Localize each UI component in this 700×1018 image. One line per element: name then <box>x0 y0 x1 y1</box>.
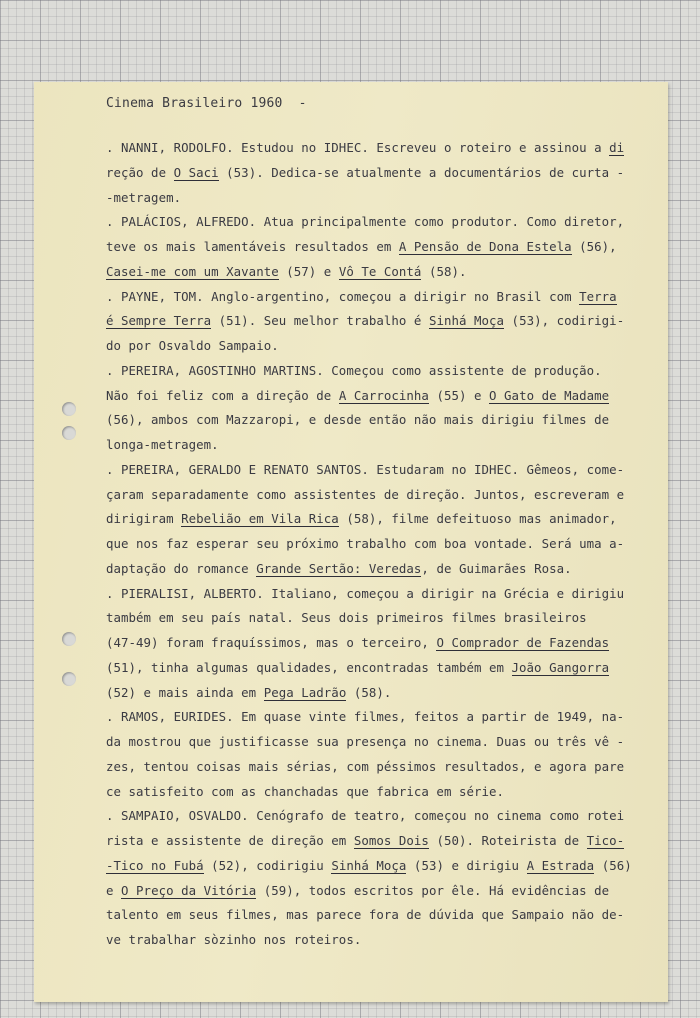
text-run: (56), ambos com Mazzaropi, e desde então não mais dirigiu filmes de <box>106 412 610 428</box>
underlined-film-title: A Carrocinha <box>338 387 429 403</box>
text-line <box>106 656 666 681</box>
text-run: do por Osvaldo Sampaio. <box>106 338 279 353</box>
text-line <box>106 359 666 384</box>
text-run: (56), <box>571 239 617 254</box>
text-line <box>106 705 666 730</box>
text-run: também em seu país natal. Seus dois primeiros filmes brasileiros <box>106 610 587 626</box>
punch-hole <box>62 426 76 440</box>
text-run: dirigiram <box>106 511 182 527</box>
text-line <box>106 631 666 656</box>
text-line <box>106 384 666 409</box>
text-run: talento em seus filmes, mas parece fora de dúvida que Sampaio não de- <box>106 907 625 923</box>
text-run: (58). <box>421 263 467 279</box>
punch-hole <box>62 672 76 686</box>
text-run: . RAMOS, EURIDES. Em quase vinte filmes, feitos a partir de 1949, na- <box>106 709 625 725</box>
text-run: . PEREIRA, AGOSTINHO MARTINS. Começou como assistente de produção. <box>106 362 602 378</box>
text-run: (51), tinha algumas qualidades, encontradas também em <box>106 659 512 675</box>
underlined-film-title: A Pensão de Dona Estela <box>398 239 572 254</box>
document-body <box>106 136 666 953</box>
text-line <box>106 285 666 310</box>
text-run: (55) e <box>428 387 490 403</box>
text-run: (50). Roteirista de <box>428 833 587 848</box>
underlined-film-title: Vô Te Contá <box>338 263 422 279</box>
text-run: (53). Dedica-se atualmente a documentários de curta - <box>218 164 625 180</box>
underlined-film-title: di <box>609 140 625 155</box>
text-run: e <box>106 882 122 898</box>
underlined-film-title: Tico- <box>586 833 625 848</box>
underlined-film-title: O Preço da Vitória <box>121 882 257 898</box>
text-line <box>106 854 666 879</box>
text-run: longa-metragem. <box>106 437 219 452</box>
text-line <box>106 829 666 854</box>
text-line <box>106 928 666 953</box>
text-line <box>106 780 666 805</box>
punch-hole <box>62 402 76 416</box>
text-run: (59), todos escritos por êle. Há evidências de <box>256 882 610 898</box>
text-run: reção de <box>106 164 174 180</box>
text-line <box>106 210 666 235</box>
underlined-film-title: Sinhá Moça <box>331 857 407 873</box>
text-line <box>106 681 666 706</box>
text-run: (53) e dirigiu <box>406 857 527 873</box>
text-run: . PALÁCIOS, ALFREDO. Atua principalmente como produtor. Como diretor, <box>106 214 625 230</box>
text-line <box>106 804 666 829</box>
text-line <box>106 582 666 607</box>
text-line <box>106 730 666 755</box>
text-run: (52), codirigiu <box>203 857 332 873</box>
punch-hole <box>62 632 76 646</box>
underlined-film-title: Rebelião em Vila Rica <box>181 511 339 527</box>
text-run: . NANNI, RODOLFO. Estudou no IDHEC. Escreveu o roteiro e assinou a <box>106 140 610 155</box>
underlined-film-title: A Estrada <box>526 857 595 873</box>
text-run: zes, tentou coisas mais sérias, com péssimos resultados, e agora pare <box>106 758 625 774</box>
text-run: (58), filme defeituoso mas animador, <box>338 511 617 527</box>
underlined-film-title: -Tico no Fubá <box>106 857 204 873</box>
text-line <box>106 879 666 904</box>
text-run: (53), codirigi- <box>504 313 625 329</box>
text-run: (58). <box>346 684 392 700</box>
underlined-film-title: O Gato de Madame <box>489 387 610 403</box>
text-line <box>106 458 666 483</box>
text-run: (56) <box>594 857 632 873</box>
text-run: Não foi feliz com a direção de <box>106 387 339 403</box>
text-line <box>106 755 666 780</box>
text-run: (51). Seu melhor trabalho é <box>211 313 429 329</box>
text-line <box>106 408 666 433</box>
text-line <box>106 507 666 532</box>
text-line <box>106 557 666 582</box>
text-line <box>106 309 666 334</box>
text-line <box>106 186 666 211</box>
text-run: çaram separadamente como assistentes de direção. Juntos, escreveram e <box>106 486 625 502</box>
text-run: . PIERALISI, ALBERTO. Italiano, começou a dirigir na Grécia e dirigiu <box>106 585 625 601</box>
text-run: . SAMPAIO, OSVALDO. Cenógrafo de teatro, começou no cinema como rotei <box>106 808 625 824</box>
typewritten-page <box>34 82 668 1002</box>
text-run: -metragem. <box>106 189 182 205</box>
underlined-film-title: Terra <box>579 288 617 304</box>
text-run: . PAYNE, TOM. Anglo-argentino, começou a dirigir no Brasil com <box>106 288 580 304</box>
underlined-film-title: Sinhá Moça <box>428 313 505 329</box>
text-line <box>106 235 666 260</box>
text-run: (47-49) foram fraquíssimos, mas o terceiro, <box>106 635 437 650</box>
text-line <box>106 903 666 928</box>
text-run: . PEREIRA, GERALDO E RENATO SANTOS. Estudaram no IDHEC. Gêmeos, come- <box>106 461 625 477</box>
text-run: que nos faz esperar seu próximo trabalho com boa vontade. Será uma a- <box>106 536 625 551</box>
underlined-film-title: O Comprador de Fazendas <box>436 635 610 650</box>
text-line <box>106 334 666 359</box>
underlined-film-title: Casei-me com um Xavante <box>106 263 279 279</box>
underlined-film-title: João Gangorra <box>511 659 610 675</box>
underlined-film-title: Somos Dois <box>353 833 429 848</box>
text-line <box>106 260 666 285</box>
text-run: ve trabalhar sòzinho nos roteiros. <box>106 932 362 947</box>
text-run: (52) e mais ainda em <box>106 684 264 700</box>
text-line <box>106 136 666 161</box>
page-header: Cinema Brasileiro 1960 - <box>106 96 307 111</box>
underlined-film-title: Pega Ladrão <box>263 684 347 700</box>
text-run: , de Guimarães Rosa. <box>421 560 572 576</box>
text-line <box>106 606 666 631</box>
text-run: (57) e <box>278 263 339 279</box>
text-line <box>106 532 666 557</box>
text-run: ce satisfeito com as chanchadas que fabrica em série. <box>106 783 505 799</box>
underlined-film-title: é Sempre Terra <box>106 313 212 329</box>
text-line <box>106 161 666 186</box>
underlined-film-title: O Saci <box>173 164 219 180</box>
text-line <box>106 483 666 508</box>
text-run: teve os mais lamentáveis resultados em <box>106 239 399 254</box>
text-run: daptação do romance <box>106 560 257 576</box>
text-run: da mostrou que justificasse sua presença no cinema. Duas ou três vê - <box>106 734 625 749</box>
text-run: rista e assistente de direção em <box>106 833 354 848</box>
underlined-film-title: Grande Sertão: Veredas <box>256 560 422 576</box>
text-line <box>106 433 666 458</box>
